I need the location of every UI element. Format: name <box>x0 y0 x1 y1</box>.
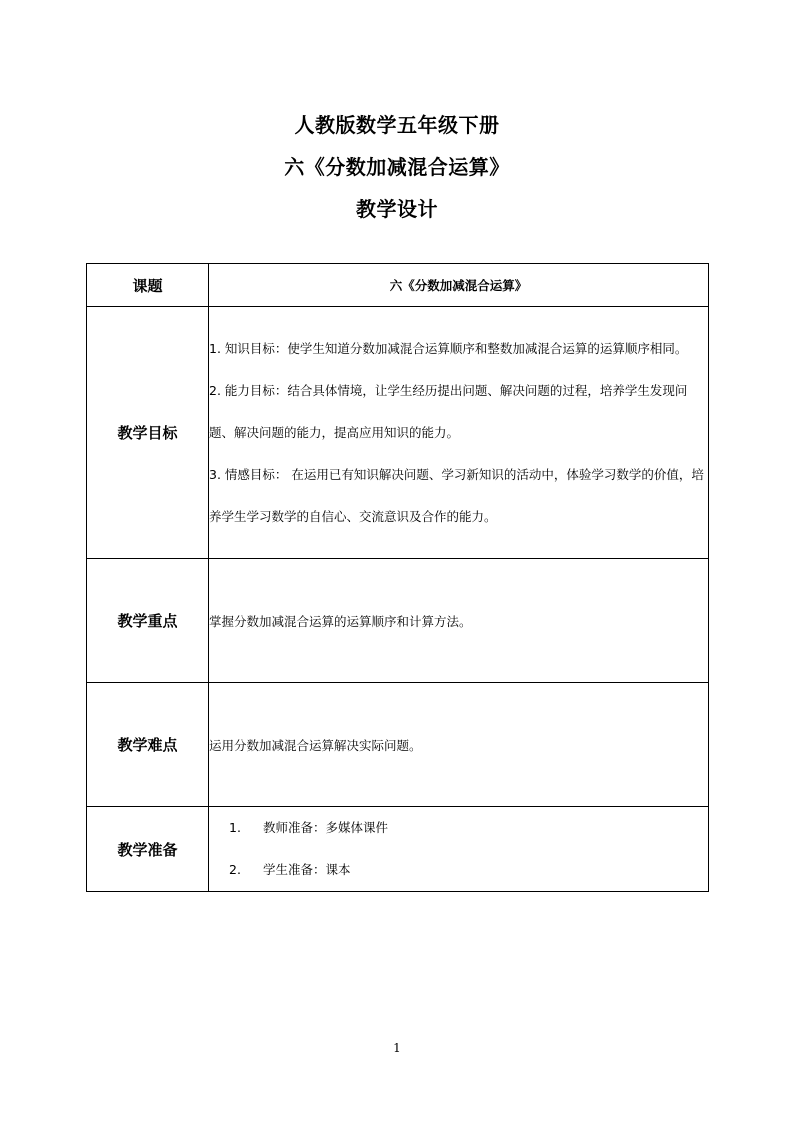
table-row-topic <box>87 264 709 307</box>
list-item <box>209 849 708 891</box>
row-label-goals: 教学目标 <box>87 307 209 559</box>
list-text: 学生准备：课本 <box>263 862 351 877</box>
title-line-1: 人教版数学五年级下册 <box>294 113 500 137</box>
row-label-difficulties: 教学难点 <box>87 683 209 807</box>
table-row-difficulties <box>87 683 709 807</box>
key-points-value: 掌握分数加减混合运算的运算顺序和计算方法。 <box>209 559 709 683</box>
list-number: 1. <box>229 820 241 835</box>
page-number: 1 <box>393 1041 401 1055</box>
table-row-key-points <box>87 559 709 683</box>
row-label-topic: 课题 <box>87 264 209 307</box>
title-line-2: 六《分数加减混合运算》 <box>284 155 510 179</box>
table-row-preparation <box>87 807 709 892</box>
preparation-list <box>209 807 708 891</box>
difficulties-value: 运用分数加减混合运算解决实际问题。 <box>209 683 709 807</box>
document-title <box>0 104 794 230</box>
goals-content <box>209 307 709 559</box>
preparation-content <box>209 807 709 892</box>
topic-value: 六《分数加减混合运算》 <box>209 264 709 307</box>
row-label-key-points: 教学重点 <box>87 559 209 683</box>
lesson-plan-table <box>86 263 709 892</box>
goal-item: 2. 能力目标：结合具体情境，让学生经历提出问题、解决问题的过程，培养学生发现问题、解决问题的能力，提高应用知识的能力。 <box>209 382 688 440</box>
goal-item: 3. 情感目标： 在运用已有知识解决问题、学习新知识的活动中，体验学习数学的价值，培养学生学习数学的自信心、交流意识及合作的能力。 <box>209 466 704 524</box>
list-text: 教师准备：多媒体课件 <box>263 820 389 835</box>
list-item <box>209 807 708 849</box>
list-number: 2. <box>229 862 241 877</box>
title-line-3: 教学设计 <box>356 197 438 221</box>
goal-item: 1. 知识目标：使学生知道分数加减混合运算顺序和整数加减混合运算的运算顺序相同。 <box>209 340 688 356</box>
table-row-goals <box>87 307 709 559</box>
row-label-preparation: 教学准备 <box>87 807 209 892</box>
